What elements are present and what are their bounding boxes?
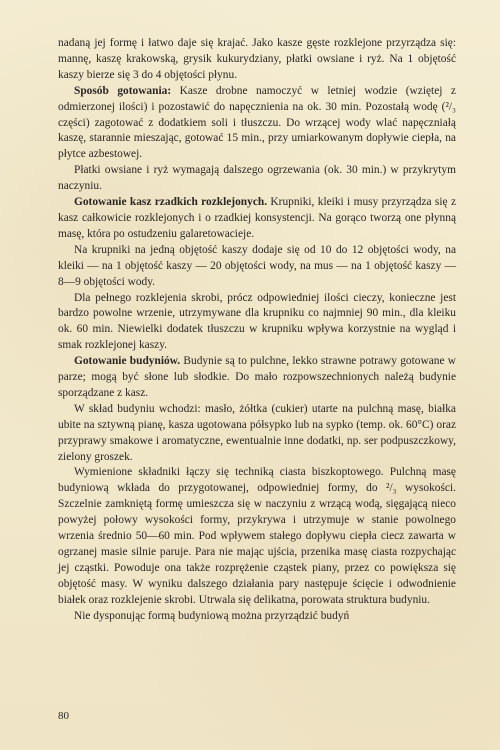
- book-page: [58, 36, 456, 726]
- paragraph-forma-budyniowa: [58, 609, 456, 625]
- paragraph-text: Kasze drobne namoczyć w letniej wodzie (wziętej z odmierzonej ilości) i pozostawić do napęcznienia na ok. 30 min. Pozostałą wodę (²/₃ części) zagotować z dodatkiem soli i tłuszczu. Do wrzącej wody wlać napęczniałą kaszę, starannie mieszając, gotować 15 min., przy umiarkowanym dopływie ciepła, na płytce azbestowej.: [58, 84, 456, 161]
- paragraph-sposob-gotowania: [58, 84, 456, 164]
- paragraph-text: Budynie są to pulchne, lekko strawne potrawy gotowane w parze; mogą być słone lub słodkie. Do mało rozpowszechnionych należą budynie sporządzane z kasz.: [58, 355, 456, 399]
- paragraph-kasze-rzadkie: [58, 195, 456, 243]
- paragraph-kasze-geste: [58, 36, 456, 84]
- paragraph-sklad-budyniu: [58, 402, 456, 466]
- paragraph-text: nadaną jej formę i łatwo daje się krajać. Jako kasze gęste rozklejone przyrządza się: mannę, kaszę krakowską, grysik kukurydziany, płatki owsiane i ryż. Na 1 objętość kaszy bierze się 3 do 4 objętości płynu.: [58, 37, 456, 81]
- section-heading-gotowanie-budyniow: Gotowanie budyniów.: [74, 355, 181, 368]
- paragraph-technika-ciasta: [58, 465, 456, 608]
- paragraph-proporcje-wody: [58, 243, 456, 291]
- section-heading-sposob-gotowania: Sposób gotowania:: [74, 84, 172, 97]
- page-number: 80: [58, 710, 69, 722]
- paragraph-text: Płatki owsiane i ryż wymagają dalszego ogrzewania (ok. 30 min.) w przykrytym naczyniu.: [58, 164, 456, 193]
- paragraph-text: Dla pełnego rozklejenia skrobi, prócz odpowiedniej ilości cieczy, konieczne jest bardzo powolne wrzenie, utrzymywane dla krupniku co najmniej 90 min., dla kleiku ok. 60 min. Niewielki dodatek tłuszczu w krupniku wpływa korzystnie na wygląd i smak rozklejonej kaszy.: [58, 291, 456, 352]
- section-heading-kasze-rzadkie: Gotowanie kasz rzadkich rozklejonych.: [74, 196, 268, 209]
- paragraph-text: Nie dysponując formą budyniową można przyrządzić budyń: [74, 609, 350, 622]
- paragraph-rozklejenie-skrobi: [58, 291, 456, 355]
- paragraph-text: Krupniki, kleiki i musy przyrządza się z kasz całkowicie rozklejonych i o rzadkiej konsystencji. Na gorąco tworzą one płynną masę, która po ostudzeniu galaretowacieje.: [58, 196, 456, 240]
- paragraph-text: Wymienione składniki łączy się techniką ciasta biszkoptowego. Pulchną masę budyniową wkłada do przygotowanej, odpowiedniej formy, do ²/₃ wysokości. Szczelnie zamkniętą formę umieszcza się w naczyniu z wrzącą wodą, sięgającą nieco powyżej połowy wysokości formy, przykrywa i utrzymuje w stanie powolnego wrzenia średnio 50—60 min. Pod wpływem stałego dopływu ciepła ciecz zawarta w ogrzanej masie silnie paruje. Para nie mając ujścia, przenika masę ciasta rozpychając jej cząstki. Powoduje ona także rozprężenie cząstek piany, przez co powiększa się objętość masy. W wyniku dalszego działania pary następuje ścięcie i odwodnienie białek oraz rozklejenie skrobi. Utrwala się delikatna, porowata struktura budyniu.: [58, 466, 456, 606]
- paragraph-text: Na krupniki na jedną objętość kaszy dodaje się od 10 do 12 objętości wody, na kleiki — na 1 objętość kaszy — 20 objętości wody, na mus — na 1 objętość kaszy — 8—9 objętości wody.: [58, 243, 456, 288]
- paragraph-gotowanie-budyniow: [58, 354, 456, 402]
- paragraph-platki-owsiane: [58, 163, 456, 195]
- paragraph-text: W skład budyniu wchodzi: masło, żółtka (cukier) utarte na pulchną masę, białka ubite na sztywną pianę, kasza ugotowana półsypko lub na sypko (temp. ok. 60°C) oraz przyprawy smakowe i aromatyczne, ewentualnie inne dodatki, np. ser podpuszczkowy, zielony groszek.: [58, 402, 456, 463]
